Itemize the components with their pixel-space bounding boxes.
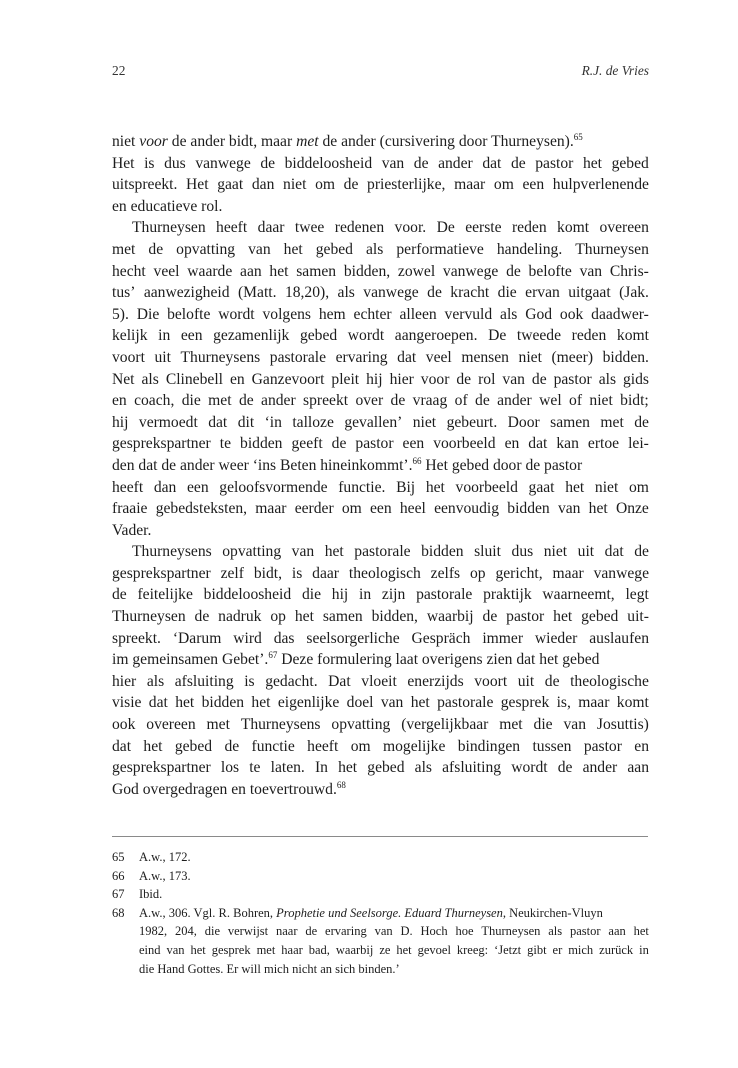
footnote-text: 1982, 204, die verwijst naar de ervaring van D. Hoch hoe Thurneysen als pastor aan het	[139, 924, 649, 939]
text-line: Thurneysen heeft daar twee redenen voor. De eerste reden komt overeen	[132, 219, 649, 237]
footnote-65	[112, 848, 649, 867]
text-line: 5). Die belofte wordt volgens hem echter alleen vervuld als God ook daadwer-	[112, 305, 649, 323]
text-line: en educatieve rol.	[112, 197, 223, 215]
text-line: Het is dus vanwege de biddeloosheid van de ander dat de pastor het gebed	[112, 154, 649, 172]
page-number: 22	[112, 63, 126, 78]
text-line: visie dat het bidden het eigenlijke doel van het pastorale gesprek is, maar komt	[112, 694, 649, 712]
footnote-divider	[112, 836, 648, 837]
main-text	[112, 131, 649, 800]
footnote-text: A.w., 306. Vgl. R. Bohren, Prophetie und Seelsorge. Eduard Thurneysen, Neukirchen-Vluyn	[139, 905, 603, 920]
text-line: den dat de ander weer ‘ins Beten hineinkommt’.$^{66}$ Het gebed door de pastor	[112, 455, 583, 474]
text-line: ook overeen met Thurneysens opvatting (vergelijkbaar met die van Josuttis)	[112, 716, 649, 734]
footnote-ref-68[interactable]: 68	[336, 779, 346, 790]
footnote-68-continued	[112, 922, 649, 941]
text-line: Thurneysen de nadruk op het samen bidden, waarbij de pastor het gebed uit-	[112, 608, 649, 626]
text-line: kelijk in een gezamenlijk gebed wordt aangeroepen. De tweede reden komt	[112, 327, 649, 345]
running-header	[112, 63, 649, 85]
text-line: gesprekspartner zelf bidt, is daar theologisch zelfs op gericht, maar vanwege	[112, 564, 649, 582]
text-line: dat het gebed de functie heeft om mogelijke bindingen tussen pastor en	[112, 737, 649, 755]
text-line: niet voor de ander bidt, maar met de ander (cursivering door Thurneysen).$^{65}$	[112, 131, 583, 150]
footnote-text: eind van het gesprek met haar bad, waarbij ze het gevoel kreeg: ‘Jetzt gibt er mich zurück in	[139, 942, 649, 957]
text-line: God overgedragen en toevertrouwd.$^{68}$	[112, 779, 346, 798]
text-line: uitspreekt. Het gaat dan niet om de priesterlijke, maar om een hulpverlenende	[112, 176, 649, 194]
footnote-68	[112, 904, 649, 923]
footnote-text: A.w., 172.	[139, 850, 191, 864]
text-line: heeft dan een geloofsvormende functie. Bij het voorbeeld gaat het niet om	[112, 478, 649, 496]
text-line: spreekt. ‘Darum wird das seelsorgerliche Gespräch immer wieder auslaufen	[112, 629, 649, 647]
footnote-text: Ibid.	[139, 887, 163, 902]
text-line: de feitelijke biddeloosheid die hij in zijn pastorale praktijk waarneemt, legt	[112, 586, 649, 604]
footnote-ref-67[interactable]: 67	[268, 650, 278, 661]
text-line: im gemeinsamen Gebet’.$^{67}$ Deze formulering laat overigens zien dat het gebed	[112, 650, 600, 669]
text-line: gesprekspartner te bidden geeft de pastor een voorbeeld en dat kan ertoe lei-	[112, 435, 649, 453]
text-line: hij vermoedt dat dit ‘in talloze gevallen’ niet gebeurt. Door samen met de	[112, 413, 649, 431]
footnote-number: 67	[112, 887, 125, 902]
footnote-text: die Hand Gottes. Er will mich nicht an sich binden.’	[139, 961, 400, 976]
text-line: tus’ aanwezigheid (Matt. 18,20), als vanwege de kracht die ervan uitgaat (Jak.	[112, 284, 649, 302]
footnotes	[112, 848, 649, 978]
footnote-text: A.w., 173.	[139, 868, 191, 883]
footnote-67	[112, 885, 649, 904]
text-line: fraaie gebedsteksten, maar eerder om een heel eenvoudig bidden van het Onze	[112, 500, 649, 518]
text-line: Thurneysens opvatting van het pastorale bidden sluit dus niet uit dat de	[132, 543, 649, 561]
running-head-author: R.J. de Vries	[581, 63, 649, 78]
footnote-68-continued	[112, 941, 649, 960]
footnote-68-continued	[112, 960, 649, 979]
footnote-number: 66	[112, 868, 125, 883]
footnote-ref-65[interactable]: 65	[573, 131, 583, 142]
text-line: en coach, die met de ander spreekt over de vraag of de ander wel of niet bidt;	[112, 392, 649, 410]
text-line: hier als afsluiting is gedacht. Dat vloeit enerzijds voort uit de theologische	[112, 672, 649, 690]
footnote-number: 68	[112, 905, 125, 920]
text-line: Net als Clinebell en Ganzevoort pleit hij hier voor de rol van de pastor als gids	[112, 370, 649, 388]
text-line: voort uit Thurneysens pastorale ervaring dat veel mensen niet (meer) bidden.	[112, 348, 649, 366]
footnote-number: 65	[112, 850, 125, 864]
text-line: Vader.	[112, 521, 152, 539]
text-line: gesprekspartner los te laten. In het gebed als afsluiting wordt de ander aan	[112, 759, 649, 777]
text-line: hecht veel waarde aan het samen bidden, zowel vanwege de belofte van Chris-	[112, 262, 649, 280]
footnote-66	[112, 867, 649, 886]
footnote-ref-66[interactable]: 66	[412, 455, 422, 466]
text-line: met de opvatting van het gebed als performatieve handeling. Thurneysen	[112, 240, 649, 258]
